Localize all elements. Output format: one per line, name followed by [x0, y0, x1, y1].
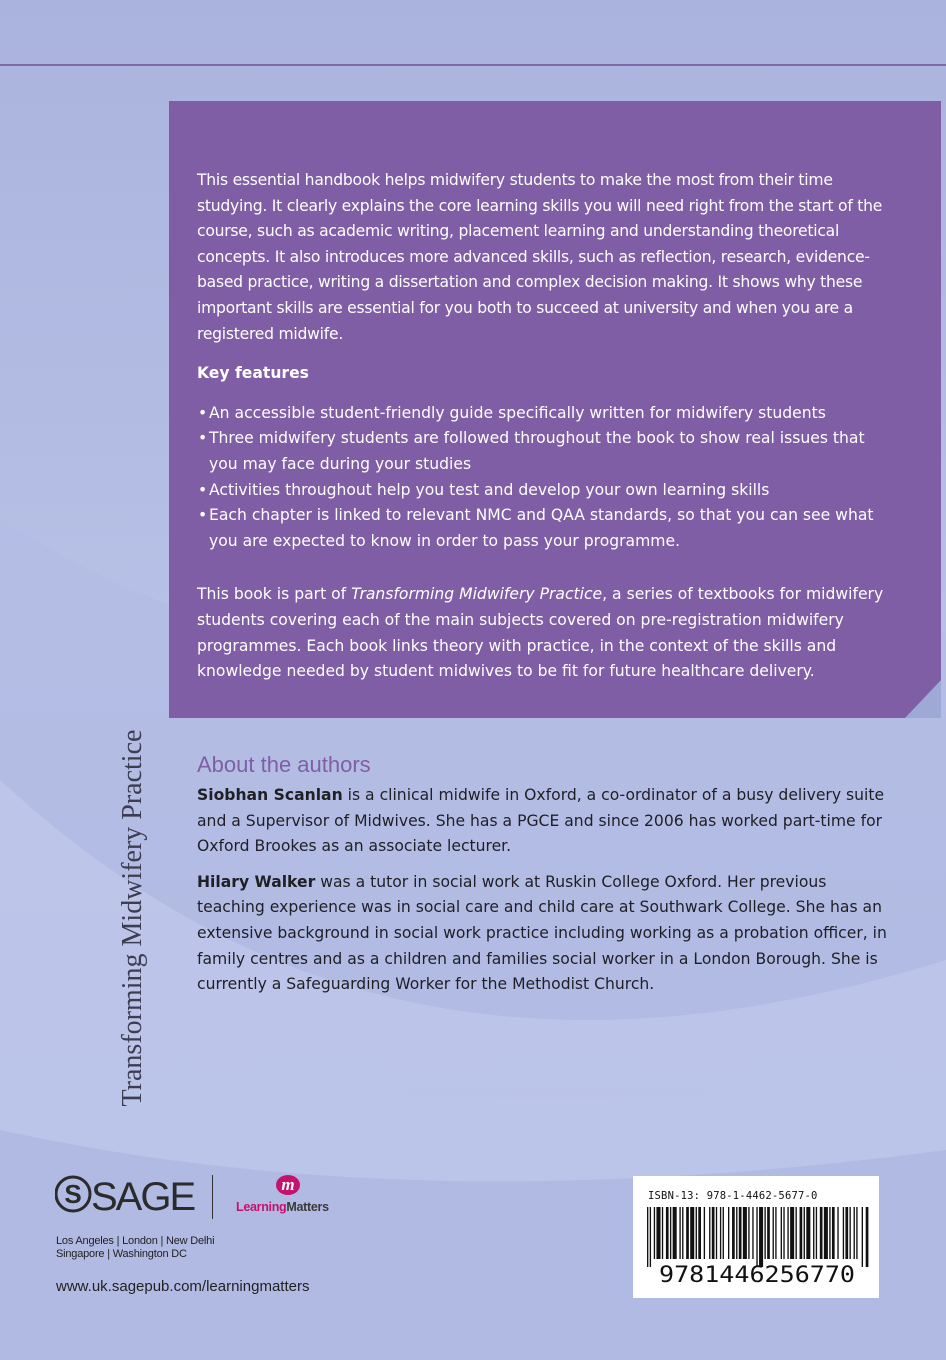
isbn-label: ISBN-13: 978-1-4462-5677-0 [648, 1190, 818, 1202]
bullet-icon: • [198, 429, 208, 448]
intro-paragraph: This essential handbook helps midwifery students to make the most from their time studying. It clearly explains the core learning skills you will need right from the start of the course, such as academic writing, placement learning and understanding theoretical concepts. It also introduces more advanced skills, such as reflection, research, evidence-based practice, writing a dissertation and complex decision making. It shows why these important skills are essential for you both to succeed at university and when you are a registered midwife. [197, 171, 883, 343]
series-title-vertical: Transforming Midwifery Practice [117, 729, 148, 1107]
bullet-icon: • [198, 403, 208, 422]
key-features-heading: Key features [197, 364, 309, 383]
about-authors-heading: About the authors [197, 752, 371, 777]
series-paragraph: This book is part of Transforming Midwifery Practice, a series of textbooks for midwifery students covering each of the main subjects covered on pre-registration midwifery programmes. Each book links theory with practice, in the context of the skills and knowledge needed by student midwives to be fit for future healthcare delivery. [197, 585, 884, 681]
sage-logo-text: SAGE [91, 1175, 195, 1219]
feature-item: • Each chapter is linked to relevant NMC and QAA standards, so that you can see what you are expected to know in order to pass your programme. [197, 503, 887, 554]
feature-item: • Activities throughout help you test and develop your own learning skills [197, 478, 887, 504]
feature-item: • Three midwifery students are followed throughout the book to show real issues that you may face during your studies [197, 426, 887, 477]
learning-matters-logo: LearningMatters [236, 1200, 329, 1214]
feature-item: • An accessible student-friendly guide specifically written for midwifery students [197, 401, 887, 427]
author-name: Hilary Walker [197, 872, 316, 891]
svg-text:9781446256770: 9781446256770 [659, 1263, 855, 1288]
author-bio: Hilary Walker was a tutor in social work at Ruskin College Oxford. Her previous teaching experience was in social care and child care at Southwark College. She has an extensive background in social work practice including working as a probation officer, in family centres and as a children and families social worker in a London Borough. She is currently a Safeguarding Worker for the Methodist Church. [197, 872, 887, 994]
bullet-icon: • [198, 506, 208, 525]
bullet-icon: • [198, 480, 208, 499]
svg-text:S: S [64, 1179, 82, 1209]
series-name: Transforming Midwifery Practice [351, 585, 603, 604]
publisher-website: www.uk.sagepub.com/learningmatters [56, 1278, 310, 1295]
author-name: Siobhan Scanlan [197, 786, 343, 804]
publisher-cities: Los Angeles | London | New Delhi Singapore | Washington DC [56, 1235, 215, 1260]
svg-text:m: m [281, 1175, 295, 1194]
author-bio: Siobhan Scanlan is a clinical midwife in Oxford, a co-ordinator of a busy delivery suite and a Supervisor of Midwives. She has a PGCE and since 2006 has worked part-time for Oxford Brookes as an associate lecturer. [197, 786, 885, 856]
